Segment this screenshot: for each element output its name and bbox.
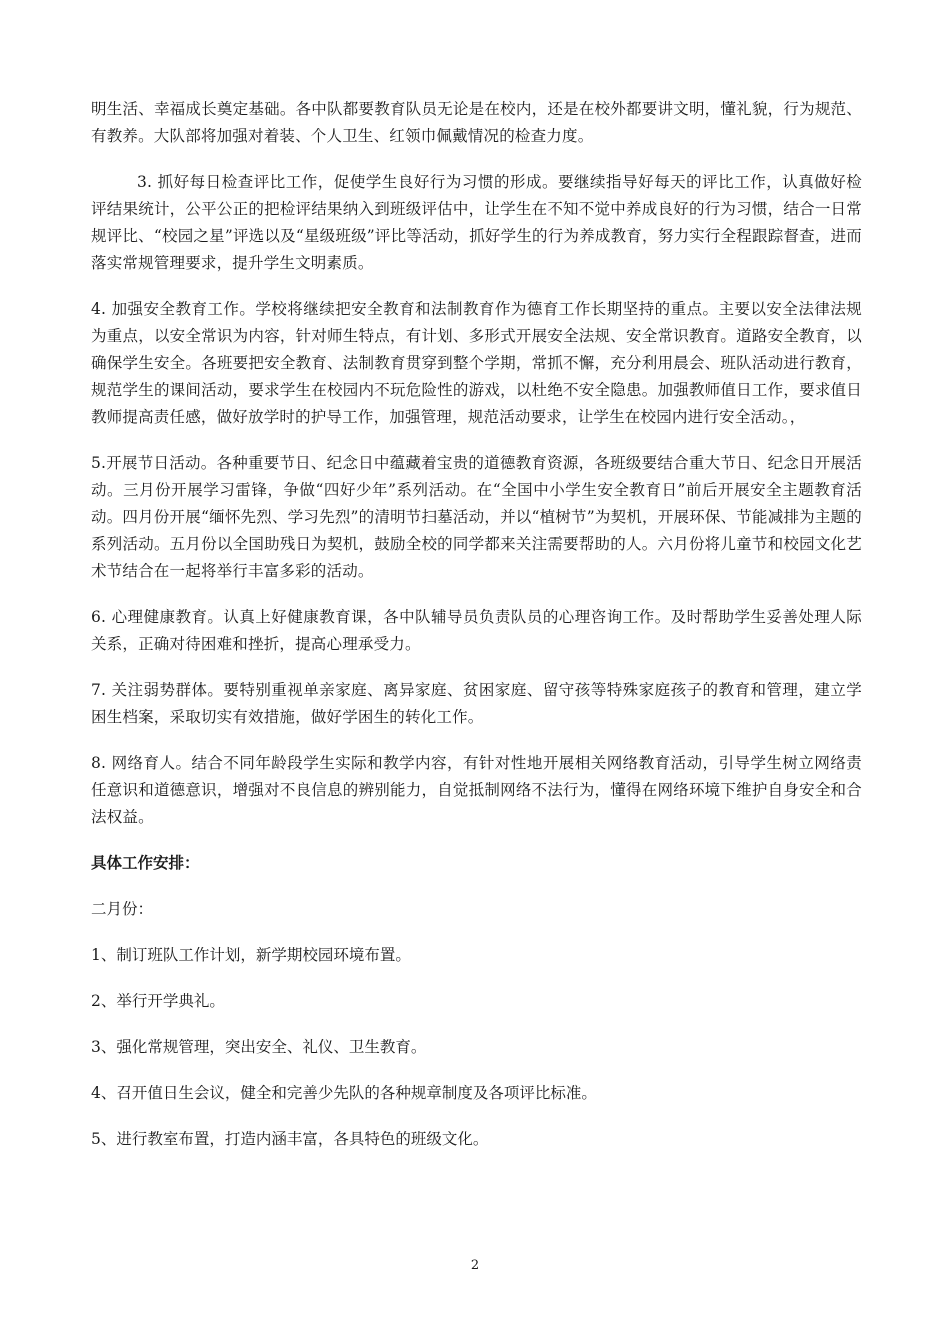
page-number: 2 [470,1258,480,1273]
document-body [91,96,862,1172]
paragraph-festival-activities: 5.开展节日活动。各种重要节日、纪念日中蕴藏着宝贵的道德教育资源，各班级要结合重大节日、纪念日开展活动。三月份开展学习雷锋，争做“四好少年”系列活动。在“全国中小学生安全教育日”前后开展安全主题教育活动。四月份开展“缅怀先烈、学习先烈”的清明节扫墓活动，并以“植树节”为契机，开展环保、节能减排为主题的系列活动。五月份以全国助残日为契机，鼓励全校的同学都来关注需要帮助的人。六月份将儿童节和校园文化艺术节结合在一起将举行丰富多彩的活动。 [91,454,862,580]
section-heading: 具体工作安排： [91,854,200,872]
paragraph-civility: 明生活、幸福成长奠定基础。各中队都要教育队员无论是在校内，还是在校外都要讲文明，懂礼貌，行为规范、有教养。大队部将加强对着装、个人卫生、红领巾佩戴情况的检查力度。 [91,100,862,145]
paragraph-vulnerable-groups: 7. 关注弱势群体。要特别重视单亲家庭、离异家庭、贫困家庭、留守孩等特殊家庭孩子的教育和管理，建立学困生档案，采取切实有效措施，做好学困生的转化工作。 [91,681,862,726]
list-item: 3、强化常规管理，突出安全、礼仪、卫生教育。 [91,1038,427,1056]
list-item: 5、进行教室布置，打造内涵丰富，各具特色的班级文化。 [91,1130,489,1148]
list-item: 4、召开值日生会议，健全和完善少先队的各种规章制度及各项评比标准。 [91,1084,597,1102]
list-item: 2、举行开学典礼。 [91,992,225,1010]
paragraph-daily-inspection: 3. 抓好每日检查评比工作，促使学生良好行为习惯的形成。要继续指导好每天的评比工作，认真做好检评结果统计，公平公正的把检评结果纳入到班级评估中，让学生在不知不觉中养成良好的行为习惯，结合一日常规评比、“校园之星”评选以及“星级班级”评比等活动，抓好学生的行为养成教育，努力实行全程跟踪督查，进而落实常规管理要求，提升学生文明素质。 [91,173,862,272]
month-label: 二月份： [91,900,154,918]
paragraph-internet-education: 8. 网络育人。结合不同年龄段学生实际和教学内容，有针对性地开展相关网络教育活动，引导学生树立网络责任意识和道德意识，增强对不良信息的辨别能力，自觉抵制网络不法行为，懂得在网络环境下维护自身安全和合法权益。 [91,754,862,826]
list-item: 1、制订班队工作计划，新学期校园环境布置。 [91,946,411,964]
paragraph-mental-health: 6. 心理健康教育。认真上好健康教育课，各中队辅导员负责队员的心理咨询工作。及时帮助学生妥善处理人际关系，正确对待困难和挫折，提高心理承受力。 [91,608,862,653]
paragraph-safety-education: 4. 加强安全教育工作。学校将继续把安全教育和法制教育作为德育工作长期坚持的重点。主要以安全法律法规为重点，以安全常识为内容，针对师生特点，有计划、多形式开展安全法规、安全常识教育。道路安全教育，以确保学生安全。各班要把安全教育、法制教育贯穿到整个学期，常抓不懈，充分利用晨会、班队活动进行教育，规范学生的课间活动，要求学生在校园内不玩危险性的游戏，以杜绝不安全隐患。加强教师值日工作，要求值日教师提高责任感，做好放学时的护导工作，加强管理，规范活动要求，让学生在校园内进行安全活动。， [91,300,862,426]
